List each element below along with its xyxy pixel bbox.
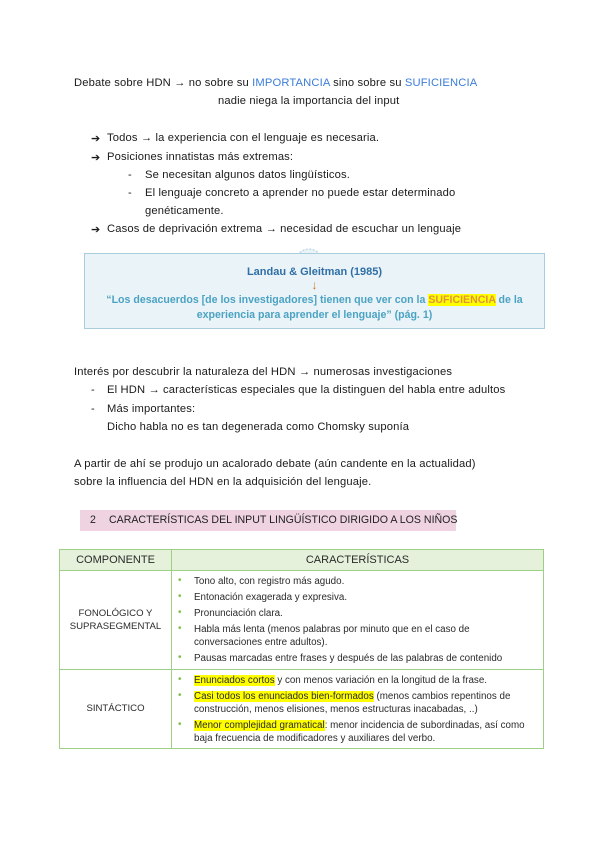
feature-text: Pronunciación clara. <box>194 608 283 620</box>
bullet-icon: • <box>178 673 182 685</box>
component-sintactico: SINTÁCTICO <box>60 669 172 748</box>
section-number: 2 <box>90 514 96 526</box>
suficiencia-word: SUFICIENCIA <box>404 77 478 89</box>
feature-text: Entonación exagerada y expresiva. <box>194 592 348 604</box>
header-caracteristicas: CARACTERÍSTICAS <box>172 550 544 571</box>
table-row <box>60 669 544 748</box>
component-label: FONOLÓGICO Y <box>78 607 153 619</box>
feature-text: : menor incidencia de subordinadas, así como baja frecuencia de modificadores y auxiliares del verbo. <box>194 719 525 744</box>
features-cell <box>172 669 544 748</box>
list-item <box>172 652 539 665</box>
characteristics-table <box>59 549 544 749</box>
arrow-bullet-icon: ➔ <box>91 152 101 164</box>
importancia-word: IMPORTANCIA <box>252 77 330 89</box>
callout-quote <box>93 293 536 323</box>
header-componente: COMPONENTE <box>60 550 172 571</box>
intro-line-1 <box>74 77 477 90</box>
interest-item-2-cont: Dicho habla no es tan degenerada como Chomsky suponía <box>107 421 410 433</box>
bullet-icon: • <box>178 607 182 619</box>
intro-text-mid: sino sobre su <box>329 77 405 89</box>
features-cell <box>172 571 544 670</box>
interest-line: Interés por descubrir la naturaleza del HDN → numerosas investigaciones <box>74 366 453 378</box>
section-heading <box>80 510 456 531</box>
bullet-todos: Todos → la experiencia con el lenguaje es necesaria. <box>107 132 380 144</box>
list-item <box>172 674 539 687</box>
feature-highlight: Enunciados cortos <box>194 674 275 686</box>
section-title: CARACTERÍSTICAS DEL INPUT LINGÜÍSTICO DIRIGIDO A LOS NIÑOS <box>109 514 458 526</box>
debate-paragraph-line-2: sobre la influencia del HDN en la adquisición del lenguaje. <box>74 476 372 488</box>
arrow-bullet-icon: ➔ <box>91 133 101 145</box>
list-item <box>172 719 539 745</box>
quote-highlight: SUFICIENCIA <box>428 294 496 306</box>
list-item <box>172 607 539 620</box>
feature-highlight: Menor complejidad gramatical <box>194 719 325 731</box>
bullet-icon: • <box>178 652 182 664</box>
quote-text-post: de la <box>495 294 523 306</box>
arrow-bullet-icon: ➔ <box>91 224 101 236</box>
feature-text: (menos cambios repentinos de construcción, menos elisiones, menos estructuras inacabadas, ..) <box>194 690 511 715</box>
debate-paragraph-line-1: A partir de ahí se produjo un acalorado debate (aún candente en la actualidad) <box>74 458 476 470</box>
intro-line-2: nadie niega la importancia del input <box>218 95 400 107</box>
table-header-row <box>60 550 544 571</box>
down-arrow-icon: ↓ <box>311 278 318 292</box>
component-label: SUPRASEGMENTAL <box>69 620 162 632</box>
component-fonologico <box>60 571 172 670</box>
bullet-icon: • <box>178 718 182 730</box>
sub-bullet-datos: Se necesitan algunos datos lingüísticos. <box>145 169 351 181</box>
interest-item-1: El HDN → características especiales que la distinguen del habla entre adultos <box>107 384 506 396</box>
list-item <box>172 623 539 649</box>
quote-line-2: experiencia para aprender el lenguaje” (pág. 1) <box>196 309 433 321</box>
interest-item-2: Más importantes: <box>107 403 196 415</box>
feature-text: Habla más lenta (menos palabras por minuto que en el caso de conversaciones entre adultos). <box>194 624 470 649</box>
list-item <box>172 575 539 588</box>
feature-text: y con menos variación en la longitud de la frase. <box>274 674 487 686</box>
bullet-posiciones: Posiciones innatistas más extremas: <box>107 151 294 163</box>
bullet-icon: • <box>178 689 182 701</box>
dash-bullet-icon: - <box>91 384 95 396</box>
bullet-deprivacion: Casos de deprivación extrema → necesidad de escuchar un lenguaje <box>107 223 462 235</box>
bullet-icon: • <box>178 575 182 586</box>
feature-text: Pausas marcadas entre frases y después de las palabras de contenido <box>194 653 503 665</box>
quote-text: “Los desacuerdos [de los investigadores] tienen que ver con la <box>106 294 429 306</box>
bullet-icon: • <box>178 591 182 603</box>
feature-text: Tono alto, con registro más agudo. <box>194 576 345 587</box>
sub-bullet-lenguaje-cont: genéticamente. <box>145 205 224 217</box>
table-row <box>60 571 544 670</box>
quote-callout <box>84 253 545 329</box>
sub-bullet-lenguaje: El lenguaje concreto a aprender no puede estar determinado <box>145 187 456 199</box>
list-item <box>172 591 539 604</box>
list-item <box>172 690 539 716</box>
dash-bullet-icon: - <box>91 403 95 415</box>
bullet-icon: • <box>178 623 182 635</box>
intro-text: Debate sobre HDN → no sobre su <box>74 77 253 89</box>
feature-highlight: Casi todos los enunciados bien-formados <box>194 690 374 702</box>
dash-bullet-icon: - <box>128 169 132 181</box>
dash-bullet-icon: - <box>128 187 132 199</box>
callout-title: Landau & Gleitman (1985) <box>246 266 383 278</box>
